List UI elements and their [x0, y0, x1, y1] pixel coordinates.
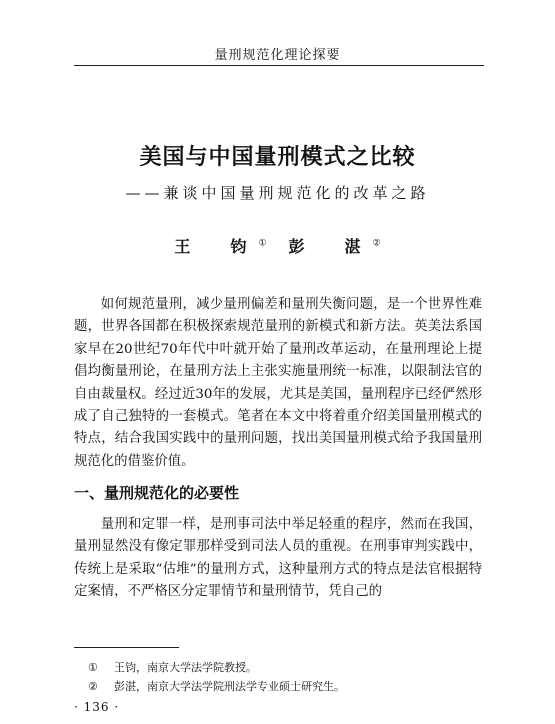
- author-1-name: 王 钧: [174, 237, 259, 256]
- author-1-footnote-mark[interactable]: ①: [258, 238, 267, 249]
- author-1: [174, 234, 266, 257]
- section-paragraph: 量刑和定罪一样，是刑事司法中举足轻重的程序，然而在我国，量刑显然没有像定罪那样受到司法人员的重视。在刑事审判实践中，传统上是采取“估堆”的量刑方式，这种量刑方式的特点是法官根据特定案情，不严格区分定罪情节和量刑情节，凭自己的: [74, 517, 482, 600]
- footnote-1: [88, 658, 483, 677]
- header-rule: [74, 65, 484, 66]
- footnote-rule: [74, 647, 179, 648]
- footnote-2-text: 彭湛，南京大学法学院刑法学专业硕士研究生。: [114, 680, 345, 693]
- footnote-1-text: 王钧，南京大学法学院教授。: [114, 661, 257, 674]
- footnote-2: [88, 677, 483, 696]
- author-2: [289, 234, 381, 257]
- intro-paragraph: 如何规范量刑，减少量刑偏差和量刑失衡问题，是一个世界性难题，世界各国都在积极探索规范量刑的新模式和新方法。英美法系国家早在20世纪70年代中叶就开始了量刑改革运动，在量刑理论上提倡均衡量刑论，在量刑方法上主张实施量刑统一标准，以限制法官的自由裁量权。经过近30年的发展，尤其是美国，量刑程序已经俨然形成了自己独特的一套模式。笔者在本文中将着重介绍美国量刑模式的特点，结合我国实践中的量刑问题，找出美国量刑模式给予我国量刑规范化的借鉴价值。: [74, 297, 482, 469]
- author-line: [0, 234, 555, 257]
- section-heading: 一、量刑规范化的必要性: [74, 484, 240, 502]
- footnote-1-mark: ①: [88, 661, 98, 674]
- running-head: 量刑规范化理论探要: [214, 48, 341, 63]
- footnotes: [88, 658, 483, 696]
- page-number: · 136 ·: [74, 700, 120, 714]
- footnote-2-mark: ②: [88, 680, 98, 693]
- author-2-name: 彭 湛: [288, 237, 373, 256]
- article-subtitle: ——兼谈中国量刑规范化的改革之路: [125, 184, 430, 202]
- author-2-footnote-mark[interactable]: ②: [372, 238, 381, 249]
- article-title: 美国与中国量刑模式之比较: [139, 144, 416, 170]
